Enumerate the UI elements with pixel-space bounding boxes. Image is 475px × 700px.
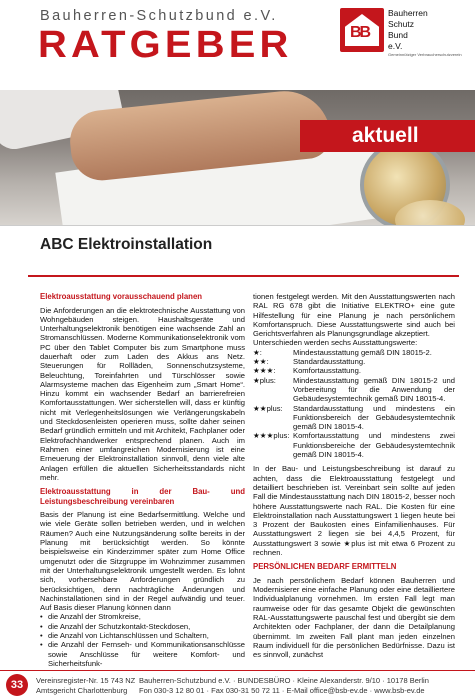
- level-item: ★★★plus: Komfortausstattung und mindestens zwei Funktionsbereiche der Gebäudesystemtechnik gemäß DIN 18015-4.: [253, 431, 455, 460]
- logo-line: Schutz: [388, 19, 414, 29]
- logo-house-icon: [340, 8, 384, 52]
- article-title: ABC Elektroinstallation: [40, 236, 213, 253]
- section-heading: Elektroausstattung in der Bau- und Leistungsbeschreibung vereinbaren: [40, 487, 245, 506]
- footer-address: [139, 676, 429, 695]
- logo-text: [388, 8, 428, 52]
- logo-line: Bund: [388, 30, 408, 40]
- paragraph: In der Bau- und Leistungsbeschreibung ist darauf zu achten, dass die Elektroausstattung festgelegt und detailliert beschrieben ist. Vereinbart sein sollte auf jeden Fall die Mindestausstattung nach DIN 18015-2, besser noch höhere Ausstattungswerte nach RAL. Die Kosten für eine Elektroinstallation nach Ausstattungswert 1 liegen heute bei 3 Prozent der Baukosten eines Einfamilienhauses. Für Ausstattungswert 2 liegen sie bei 4,4,5 Prozent, für Ausstattungswert 3 sowie ★plus ist mit etwa 6 Prozent zu rechnen.: [253, 464, 455, 558]
- logo-line: e.V.: [388, 41, 403, 51]
- right-column: [253, 292, 455, 664]
- list-item: • die Anzahl der Schutzkontakt-Steckdosen,: [40, 622, 245, 631]
- paragraph: Basis der Planung ist eine Bedarfsermittlung. Welche und wie viele Geräte sollen betrieben werden, und in welchen Räumen? Auch eine Nutzungsänderung sollte bereits in der Planung mit berücksichtigt werden. So könnte beispielsweise ein Kinderzimmer später zum Home Office umgenutzt oder die Sitzgruppe im Wohnzimmer zusammen mit der Unterhaltungselektronik umgestellt werden. Es lohnt sich, vorhersehbare Anforderungen gründlich zu berücksichtigen, denn nachträgliche Änderungen und Nachinstallationen sind in der Regel aufwändig und teuer. Auf Basis dieser Planung können dann: [40, 510, 245, 613]
- paragraph: Die Anforderungen an die elektrotechnische Ausstattung von Wohngebäuden steigen. Haushaltsgeräte und Unterhaltungselektronik benötigen eine wachsende Zahl an Stromanschlüssen. Moderne Kommunikationselektronik vom PC über den Tablet Computer bis zum Smartphone muss dauerhaft oder zum Laden des Akkus ans Netz. Steuerungen für Rollläden, Sonnenschutzsysteme, Beleuchtung, Toreinfahrten und Türschlösser sowie Alarmsysteme machen das Eigenheim zum „Smart Home“. Hinzu kommt ein wachsender Bedarf an barrierefreien Komfortausstattungen. Wer sicherstellen will, dass er künftig nicht mit Verlegenheitslösungen wie Verlängerungskabeln und Steckdosenleisten operieren muss, sollte daher seinen Bedarf gründlich ermitteln und mit Architekt, Fachplaner oder Elektrofachhandwerker entsprechend planen. Auch im Rahmen einer umfangreichen Modernisierung ist eine Erneuerung der Elektroinstallation sinnvoll, denn viele alte Anlagen erfüllen die aktuellen Sicherheitsstandards nicht mehr.: [40, 305, 245, 482]
- level-item: ★★plus: Standardausstattung und mindestens ein Funktionsbereich der Gebäudesystemtechnik gemäß DIN 18015-4.: [253, 403, 455, 432]
- aktuell-badge: aktuell: [300, 120, 475, 152]
- paragraph: tionen festgelegt werden. Mit den Ausstattungswerten nach RAL RG 678 gibt die Initiative ELEKTRO+ eine gute Hilfestellung für eine Planung je nach persönlichem Komfortanspruch. Diese Ausstattungswerte sind auch bei Gerichtsverfahren als Planungsgrundlage akzeptiert.: [253, 292, 455, 339]
- header-photo: [0, 90, 475, 225]
- left-column: [40, 292, 245, 668]
- level-item: ★★: Standardausstattung.: [253, 357, 366, 367]
- footer-line: Vereinsregister-Nr. 15 743 NZ: [36, 676, 136, 685]
- logo-initials: BB: [350, 24, 370, 41]
- paragraph: Unterschieden werden sechs Ausstattungswerte:: [253, 338, 418, 348]
- list-item: • die Anzahl der Fernseh- und Kommunikationsanschlüsse sowie Anschlüsse für weitere Komfort- und Sicherheitsfunk-: [40, 640, 245, 668]
- level-item: ★★★: Komfortausstattung.: [253, 366, 361, 376]
- footer-registry: [36, 676, 135, 695]
- footer-line: Amtsgericht Charlottenburg: [36, 685, 128, 695]
- footer-line: Bauherren-Schutzbund e.V. · BUNDESBÜRO · Kleine Alexanderstr. 9/10 · 10178 Berlin: [139, 676, 429, 685]
- bullet-list: [40, 612, 245, 668]
- paragraph: Je nach persönlichem Bedarf können Bauherren und Modernisierer eine einfache Planung oder eine detailliertere Individualplanung vornehmen. Im ersten Fall legt man raumweise oder für das gesamte Objekt die gewünschten RAL-Ausstattungswerte pauschal fest und übergibt sie dem Architekten oder Fachplaner, der dann die Detailplanung übernimmt. Im zweiten Fall plant man jeden einzelnen Raum individuell für die persönlichen Bedürfnisse. Dazu ist es sinnvoll, zunächst: [253, 575, 455, 660]
- level-list: [253, 348, 455, 460]
- divider: [28, 275, 459, 277]
- header: [0, 0, 475, 90]
- level-item: ★: Mindestausstattung gemäß DIN 18015-2.: [253, 347, 432, 357]
- list-item: • die Anzahl der Stromkreise,: [40, 612, 245, 621]
- publication-title: RATGEBER: [38, 24, 293, 66]
- level-item: ★plus: Mindestausstattung gemäß DIN 18015-2 und Vorbereitung für die Anwendung der Gebäudesystemtechnik gemäß DIN 18015-4.: [253, 375, 455, 404]
- footer-line: Fon 030-3 12 80 01 · Fax 030-31 50 72 11 · E-Mail office@bsb-ev.de · www.bsb-ev.de: [139, 685, 425, 695]
- logo-subtitle: Gemeinnütziger Verbraucherschutzverein: [388, 52, 462, 57]
- section-heading: Elektroausstattung vorausschauend planen: [40, 292, 203, 301]
- organization-name: Bauherren-Schutzbund e.V.: [40, 8, 278, 24]
- list-item: • die Anzahl von Lichtanschlüssen und Schaltern,: [40, 631, 245, 640]
- section-heading: PERSÖNLICHEN BEDARF ERMITTELN: [253, 562, 397, 572]
- logo-line: Bauherren: [388, 8, 428, 18]
- logo: [340, 8, 468, 80]
- page-number: 33: [6, 674, 28, 696]
